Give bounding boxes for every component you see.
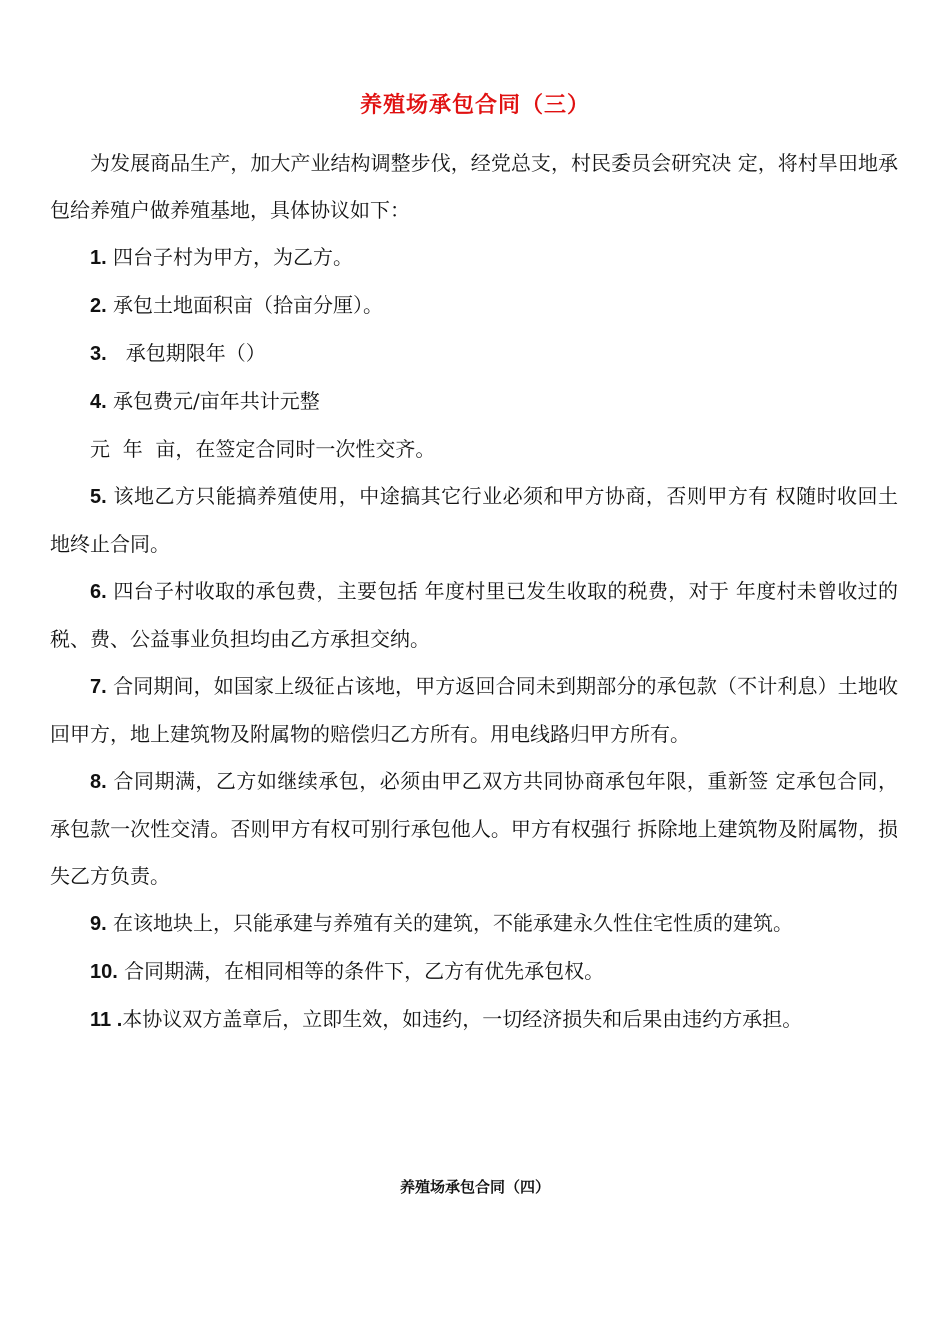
clause-4-continued	[50, 426, 898, 473]
clause-7	[50, 663, 898, 758]
clause-11	[50, 996, 898, 1044]
intro-paragraph: 为发展商品生产，加大产业结构调整步伐，经党总支，村民委员会研究决 定，将村旱田地承包给养殖户做养殖基地，具体协议如下：	[50, 151, 898, 222]
clause-text: 在该地块上，只能承建与养殖有关的建筑，不能承建永久性住宅性质的建筑。	[106, 911, 794, 935]
clause-number: 9.	[90, 913, 107, 935]
clause-6	[50, 568, 898, 663]
clause-text: 承包土地面积亩（拾亩分厘）。	[106, 293, 384, 317]
clause-number: 7.	[90, 676, 107, 698]
clause-text: 承包期限年（）	[106, 341, 266, 365]
clause-text: 四台子村收取的承包费，主要包括 年度村里已发生收取的税费，对于 年度村未曾收过的税、费、公益事业负担均由乙方承担交纳。	[50, 579, 898, 651]
clause-number: 1.	[90, 247, 107, 269]
clause-3	[50, 330, 898, 378]
clause-text: 四台子村为甲方，为乙方。	[106, 245, 354, 269]
clause-9	[50, 900, 898, 948]
clause-8	[50, 758, 898, 900]
clause-text: 元 年 亩，在签定合同时一次性交齐。	[90, 437, 436, 461]
clause-1	[50, 234, 898, 282]
clause-number: 4.	[90, 391, 107, 413]
clause-text: 承包费元/亩年共计元整	[106, 389, 320, 413]
clause-number: 3.	[90, 343, 107, 365]
clause-text: 该地乙方只能搞养殖使用，中途搞其它行业必须和甲方协商，否则甲方有 权随时收回土地终止合同。	[50, 484, 898, 556]
next-section-title: 养殖场承包合同（四）	[399, 1178, 550, 1196]
clause-10	[50, 948, 898, 996]
document-body	[50, 140, 898, 1044]
clause-number: 11 .	[90, 1009, 123, 1031]
clause-4	[50, 378, 898, 426]
clause-text: 合同期满，乙方如继续承包，必须由甲乙双方共同协商承包年限，重新签 定承包合同，承包款一次性交清。否则甲方有权可别行承包他人。甲方有权强行 拆除地上建筑物及附属物，损失乙方负责。	[50, 769, 898, 888]
clause-number: 2.	[90, 295, 107, 317]
clause-number: 6.	[90, 581, 107, 603]
clause-2	[50, 282, 898, 330]
clause-number: 8.	[90, 771, 107, 793]
clause-number: 10.	[90, 961, 118, 983]
document-title: 养殖场承包合同（三）	[359, 93, 590, 118]
clause-text: 合同期满，在相同相等的条件下，乙方有优先承包权。	[117, 959, 605, 983]
clause-text: 合同期间，如国家上级征占该地，甲方返回合同未到期部分的承包款（不计利息）土地收回甲方，地上建筑物及附属物的赔偿归乙方所有。用电线路归甲方所有。	[50, 674, 898, 746]
clause-5	[50, 473, 898, 568]
clause-text: 本协议双方盖章后，立即生效，如违约，一切经济损失和后果由违约方承担。	[122, 1007, 803, 1031]
clause-number: 5.	[90, 486, 107, 508]
